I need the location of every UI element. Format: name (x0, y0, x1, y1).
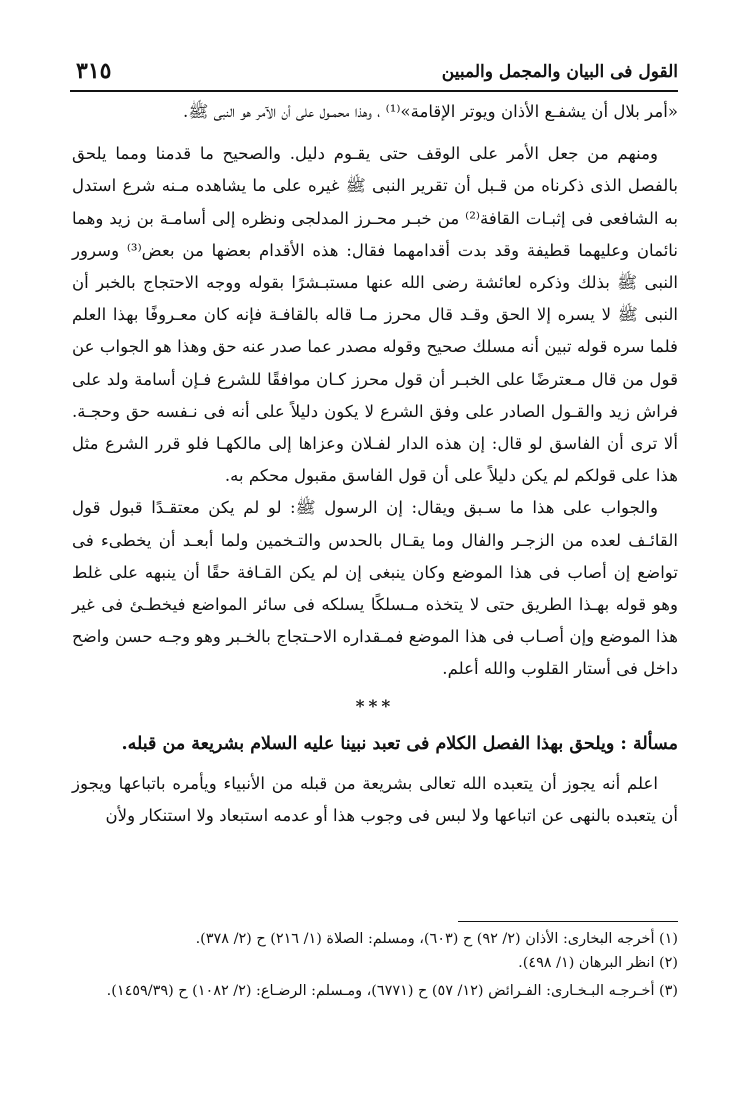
paragraph-3: والجواب على هذا ما سـبق ويقال: إن الرسول ﷺ: لو لم يكن معتقـدًا قبول قول القائـف لعده من الزجـر والفال وما يقـال بالحدس والتـخمين ولما أبعـد أن يخطىء فى تواضع إن أصاب فى هذا الموضع وكان ينبغى إن لم يكن القـافة حقًا أن ينبهه على غلط وهو قوله بهـذا الطريق حتى لا يتخذه مـسلكًا يسلكه فى سائر المواضع فيخطـئ فى غير هذا الموضع وإن أصـاب فى هذا الموضع فمـقداره الاحـتجاج بالخـبر وهو وجـه حسن واضح داخل فى أستار القلوب والله أعلم. (72, 498, 678, 679)
paragraph-2: ومنهم من جعل الأمر على الوقف حتى يقـوم دليل. والصحيح ما قدمنا ومما يلحق بالفصل الذى ذكرناه من قـبل أن تقرير النبى ﷺ غيره على ما يشاهده مـنه شرع استدل به الشافعى فى إثبـات القافة⁽²⁾ من خبـر محـرز المدلجى ونظره إلى أسامـة بن زيد وهما نائمان وعليهما قطيفة وقد بدت أقدامهما فقال: هذه الأقدام بعضها من بعض⁽³⁾ وسرور النبى ﷺ بذلك وذكره لعائشة رضى الله عنها مستبـشرًا بقوله ووجه الاحتجاج بالخبر أن النبى ﷺ لا يسره إلا الحق وقـد قال محرز مـا قاله بالقافـة فإنه كان معـروفًا بهذا العلم فلما سره قوله تبين أنه مسلك صحيح وقوله مصدر عما صدر عنه حق وهذا هو الجواب عن قول من قال مـعترضًا على الخبـر أن قول محرز كـان موافقًا للشرع فـإن أسامة ولد على فراش زيد والقـول الصادر على وفق الشرع لا يكون دليلاً على أنه فى نـفسه حق وحجـة. ألا ترى أن الفاسق لو قال: إن هذه الدار لفـلان وعزاها إلى مالكهـا فلو قرر الشرع مثل هذا على قولكم لم يكن دليلاً على أن قول الفاسق مقبول محكم به. (72, 144, 678, 486)
footnote-divider (458, 921, 678, 922)
footnotes (72, 927, 678, 1003)
footnote-3: (٣) أخـرجـه البـخـارى: الفـرائض (١٢/ ٥٧) ح (٦٧٧١)، ومـسلم: الرضـاع: (٢/ ١٠٨٢) ح (١٤٥٩/٣٩). (106, 983, 678, 999)
section-separator: *** (355, 696, 395, 717)
section-heading: مسألة : ويلحق بهذا الفصل الكلام فى تعبد نبينا عليه السلام بشريعة من قبله. (121, 733, 678, 754)
paragraph-1: «أمر بلال أن يشفـع الأذان ويوتر الإقامة»⁽¹⁾ ، وهذا محمـول على أن الآمر هو النبى ﷺ. (183, 102, 678, 121)
footnote-2: (٢) انظر البرهان (١/ ٤٩٨). (518, 955, 678, 971)
page-number: ٣١٥ (76, 58, 112, 84)
running-title: القول فى البيان والمجمل والمبين (441, 62, 678, 82)
main-text (72, 96, 678, 832)
section-paragraph: اعلم أنه يجوز أن يتعبده الله تعالى بشريعة من قبله من الأنبياء ويأمره باتباعها ويجوز أن يتعبده بالنهى عن اتباعها ولا لبس فى وجوب هذا أو عدمه استبعاد ولا استنكار ولأن (72, 773, 678, 825)
footnote-1: (١) أخرجه البخارى: الأذان (٢/ ٩٢) ح (٦٠٣)، ومسلم: الصلاة (١/ ٢١٦) ح (٢/ ٣٧٨). (195, 931, 678, 947)
running-header (70, 56, 678, 92)
